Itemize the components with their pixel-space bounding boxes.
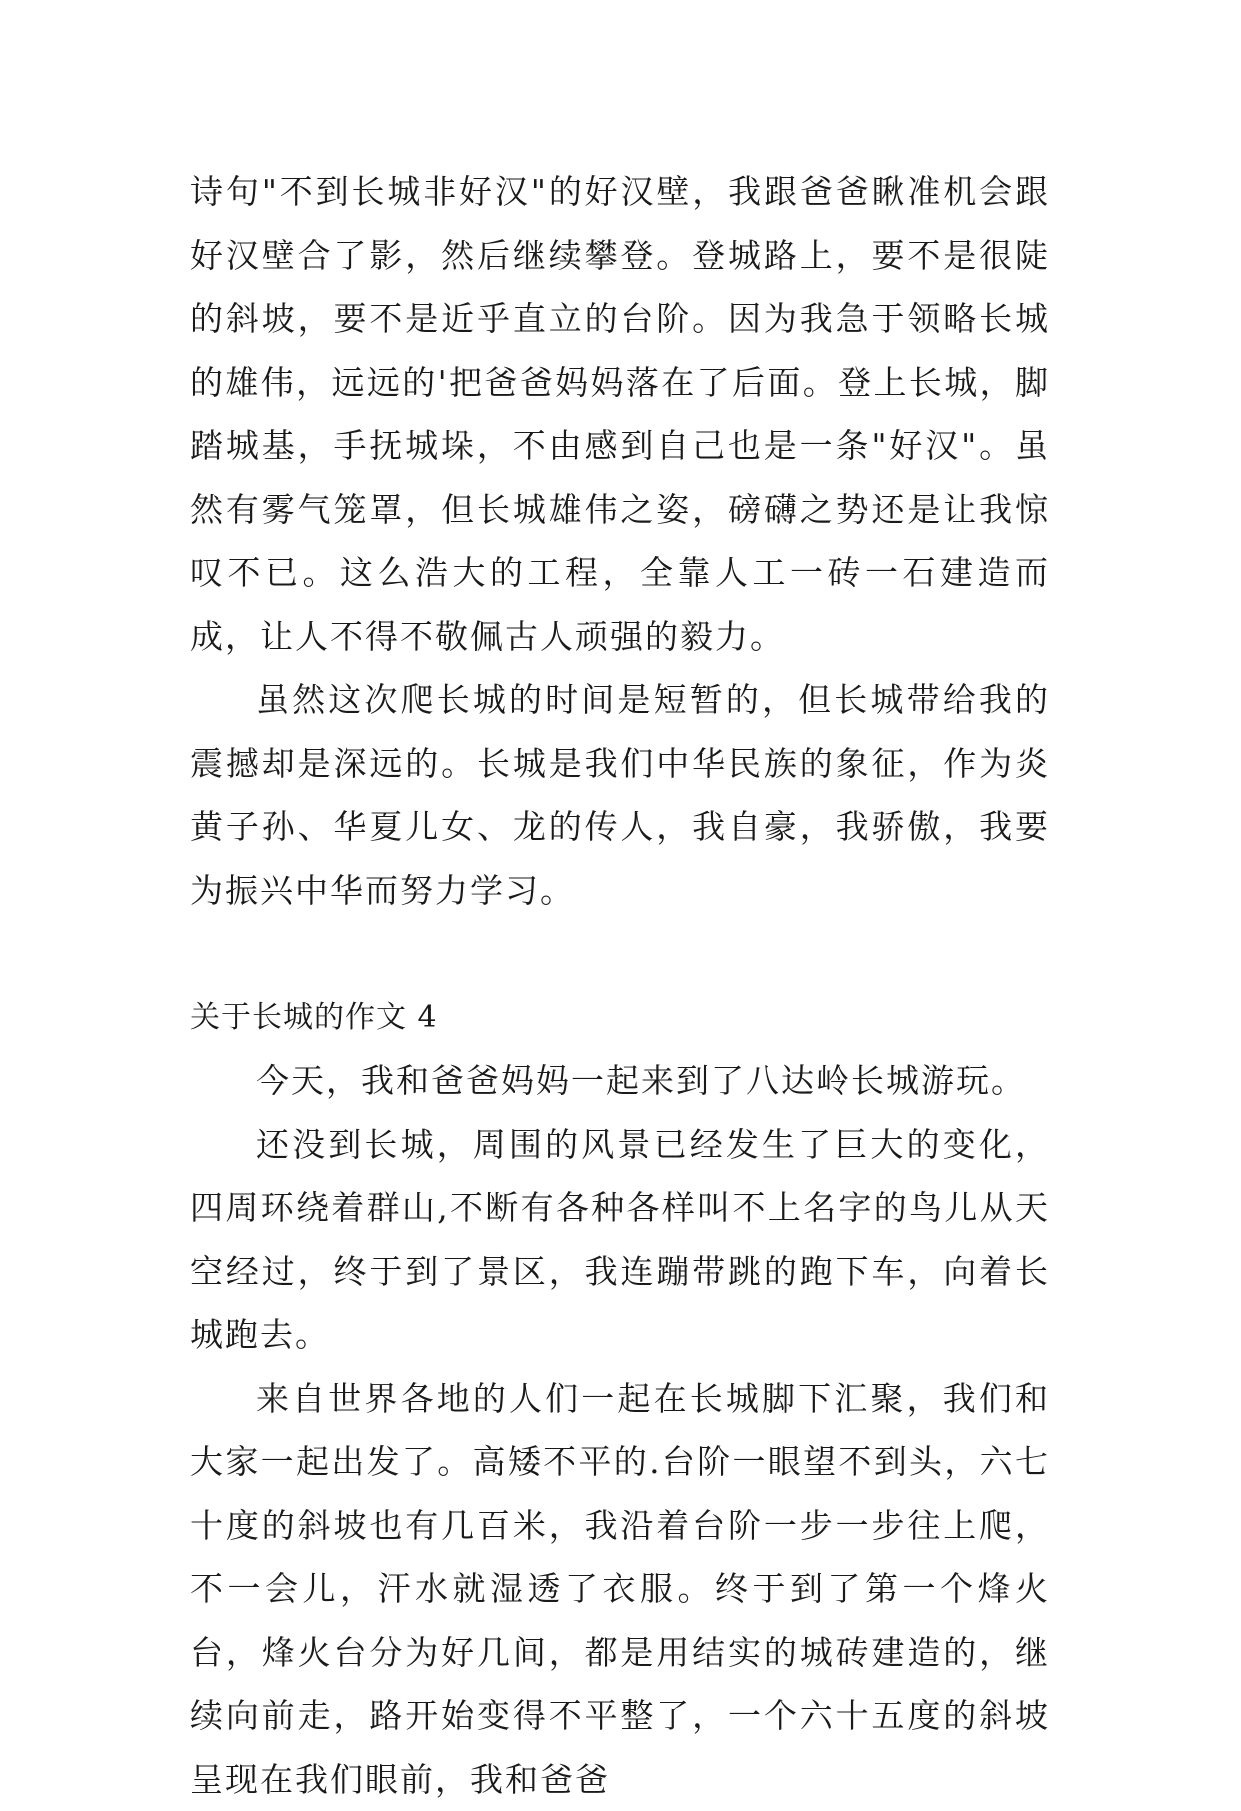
paragraph: 今天，我和爸爸妈妈一起来到了八达岭长城游玩。 xyxy=(190,1049,1050,1113)
paragraph-spacer xyxy=(190,922,1050,986)
document-body xyxy=(190,160,1050,1811)
paragraph: 虽然这次爬长城的时间是短暂的，但长城带给我的震撼却是深远的。长城是我们中华民族的象征，作为炎黄子孙、华夏儿女、龙的传人，我自豪，我骄傲，我要为振兴中华而努力学习。 xyxy=(190,668,1050,922)
paragraph: 来自世界各地的人们一起在长城脚下汇聚，我们和大家一起出发了。高矮不平的.台阶一眼望不到头，六七十度的斜坡也有几百米，我沿着台阶一步一步往上爬，不一会儿，汗水就湿透了衣服。终于到了第一个烽火台，烽火台分为好几间，都是用结实的城砖建造的，继续向前走，路开始变得不平整了，一个六十五度的斜坡呈现在我们眼前，我和爸爸 xyxy=(190,1367,1050,1811)
section-title: 关于长城的作文 4 xyxy=(190,986,1050,1050)
paragraph: 还没到长城，周围的风景已经发生了巨大的变化，四周环绕着群山,不断有各种各样叫不上名字的鸟儿从天空经过，终于到了景区，我连蹦带跳的跑下车，向着长城跑去。 xyxy=(190,1113,1050,1367)
paragraph-continued: 诗句"不到长城非好汉"的好汉壁，我跟爸爸瞅准机会跟好汉壁合了影，然后继续攀登。登城路上，要不是很陡的斜坡，要不是近乎直立的台阶。因为我急于领略长城的雄伟，远远的'把爸爸妈妈落在了后面。登上长城，脚踏城基，手抚城垛，不由感到自己也是一条"好汉"。虽然有雾气笼罩，但长城雄伟之姿，磅礴之势还是让我惊叹不已。这么浩大的工程，全靠人工一砖一石建造而成，让人不得不敬佩古人顽强的毅力。 xyxy=(190,160,1050,668)
